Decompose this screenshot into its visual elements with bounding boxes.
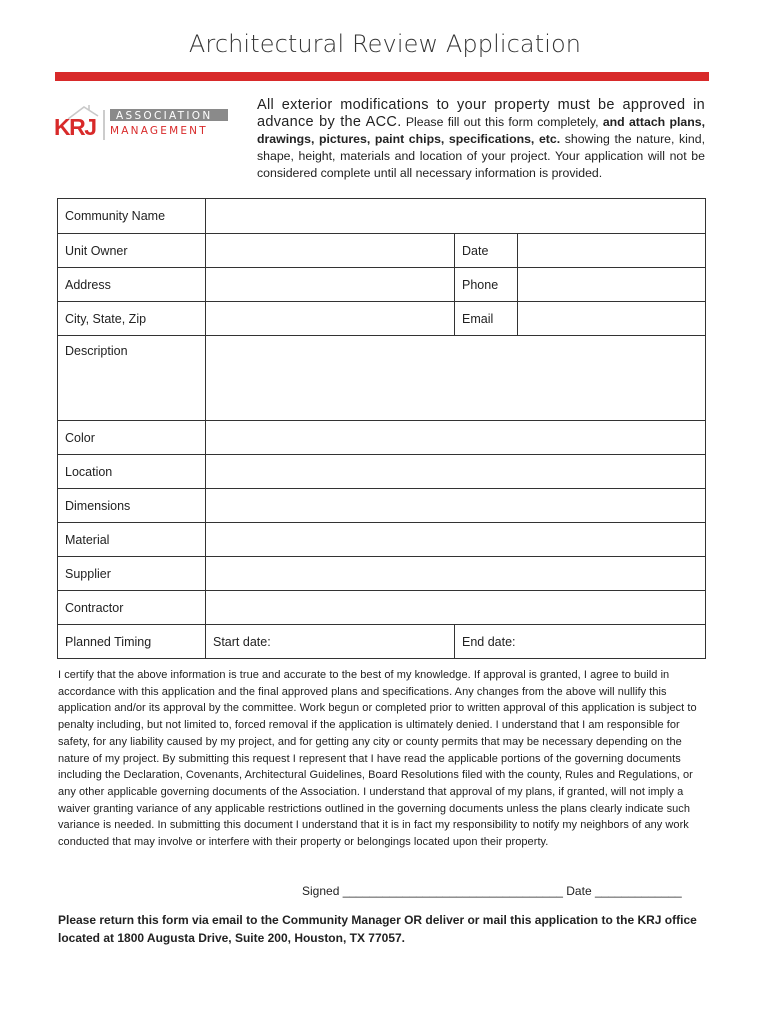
form-row-city [58,302,706,336]
intro-lead: All exterior modifications to your property must be approved in advance by the ACC. [257,97,705,130]
start-date-field[interactable]: Start date: [206,625,455,659]
description-field[interactable] [206,336,706,421]
address-field[interactable] [206,268,455,302]
logo-mark: KRJ [54,114,96,140]
location-field[interactable] [206,455,706,489]
unit-owner-field[interactable] [206,234,455,268]
location-label: Location [58,455,206,489]
description-label: Description [58,336,206,421]
logo-line2: MANAGEMENT [110,125,208,137]
form-row-timing [58,625,706,659]
form-row-color [58,421,706,455]
end-date-field[interactable]: End date: [455,625,706,659]
contractor-label: Contractor [58,591,206,625]
city-state-zip-field[interactable] [206,302,455,336]
dimensions-label: Dimensions [58,489,206,523]
planned-timing-label: Planned Timing [58,625,206,659]
supplier-field[interactable] [206,557,706,591]
material-field[interactable] [206,523,706,557]
community-name-field[interactable] [206,199,706,234]
form-row-supplier [58,557,706,591]
material-label: Material [58,523,206,557]
email-field[interactable] [518,302,706,336]
certification-text: I certify that the above information is true and accurate to the best of my knowledge. If approval is granted, I agree to build in accordance with this application and the final approved plans and specifications. Any changes from the above will nullify this application and/or its approval by the committee. Work begun or completed prior to written approval of this application is subject to penalty including, but not limited to, forced removal if the application is ultimately denied. I understand that I am responsible for safety, for any liability caused by my project, and for getting any city or county permits that may be necessary depending on the nature of my project. By submitting this request I represent that I have read the applicable portions of the governing documents including the Declaration, Covenants, Architectural Guidelines, Board Resolutions filed with the county, Rules and Regulations, or any other applicable governing documents of the Association. I understand that approval of my plans, if granted, will not imply a waiver granting variance of any applicable restrictions outlined in the governing documents unless the plans clearly indicate such variance is needed. In submitting this document I understand that it is in fact my responsibility to notify my neighbors of any work conducted that may involve or interfere with their property or belongings located upon their property. [58,669,697,849]
intro-part2: showing the nature, kind, shape, height, materials and location of your project. Your application will not be considered complete until all necessary information is provided. [257,132,705,180]
city-state-zip-label: City, State, Zip [58,302,206,336]
unit-owner-label: Unit Owner [58,234,206,268]
dimensions-field[interactable] [206,489,706,523]
date-field[interactable] [518,234,706,268]
form-row-contractor [58,591,706,625]
signature-line[interactable]: Signed _________________________________ Date _____________ [302,884,682,898]
application-form-table [57,198,706,659]
krj-logo [54,104,229,142]
date-label: Date [455,234,518,268]
intro-part1: Please fill out this form completely, [401,115,603,129]
page-title: Architectural Review Application [188,30,582,58]
phone-label: Phone [455,268,518,302]
intro-bold: and attach plans, drawings, pictures, paint chips, specifications, etc. [257,115,706,146]
form-row-owner [58,234,706,268]
form-row-description [58,336,706,421]
address-label: Address [58,268,206,302]
form-row-address [58,268,706,302]
email-label: Email [455,302,518,336]
form-row-material [58,523,706,557]
intro-paragraph [257,97,705,182]
contractor-field[interactable] [206,591,706,625]
supplier-label: Supplier [58,557,206,591]
form-row-community [58,199,706,234]
return-instructions: Please return this form via email to the Community Manager OR deliver or mail this application to the KRJ office located at 1800 Augusta Drive, Suite 200, Houston, TX 77057. [58,913,697,945]
color-field[interactable] [206,421,706,455]
logo-line1: ASSOCIATION [116,110,213,122]
header-accent-bar [55,72,709,81]
phone-field[interactable] [518,268,706,302]
form-row-dimensions [58,489,706,523]
form-row-location [58,455,706,489]
community-name-label: Community Name [58,199,206,234]
color-label: Color [58,421,206,455]
